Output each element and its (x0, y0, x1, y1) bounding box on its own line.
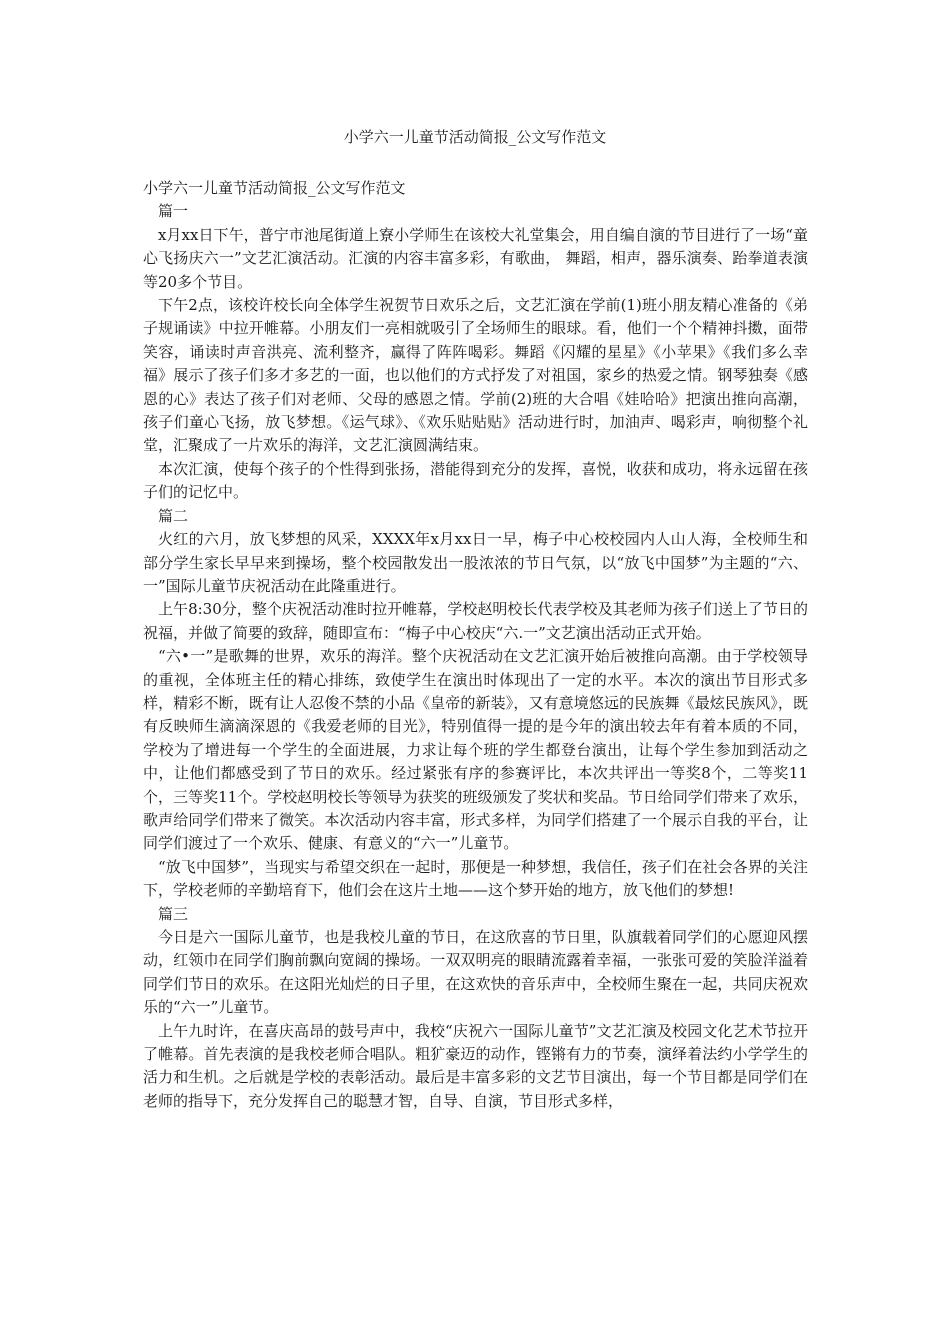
paragraph: 上午8:30分，整个庆祝活动准时拉开帷幕，学校赵明校长代表学校及其老师为孩子们送上了节日的祝福，并做了简要的致辞，随即宣布：“梅子中心校庆“六.一”文艺演出活动正式开始。 (143, 600, 808, 642)
section-label-3: 篇三 (158, 904, 189, 923)
paragraph: “六•一”是歌舞的世界，欢乐的海洋。整个庆祝活动在文艺汇演开始后被推向高潮。由于学校领导的重视，全体班主任的精心排练，致使学生在演出时体现出了一定的水平。本次的演出节目形式多样，精彩不断，既有让人忍俊不禁的小品《皇帝的新装》，又有意境悠远的民族舞《最炫民族风》，既有反映师生滴滴深恩的《我爱老师的目光》，特别值得一提的是今年的演出较去年有着本质的不同，学校为了增进每一个学生的全面进展，力求让每个班的学生都登台演出，让每个学生参加到活动之中，让他们都感受到了节日的欢乐。经过紧张有序的参赛评比，本次共评出一等奖8个，二等奖11个，三等奖11个。学校赵明校长等领导为获奖的班级颁发了奖状和奖品。节日给同学们带来了欢乐，歌声给同学们带来了微笑。本次活动内容丰富，形式多样，为同学们搭建了一个展示自我的平台，让同学们渡过了一个欢乐、健康、有意义的“六一”儿童节。 (143, 647, 808, 853)
paragraph: 下午2点，该校许校长向全体学生祝贺节日欢乐之后，文艺汇演在学前(1)班小朋友精心准备的《弟子规诵读》中拉开帷幕。小朋友们一亮相就吸引了全场师生的眼球。看，他们一个个精神抖擞，面带笑容，诵读时声音洪亮、流利整齐，赢得了阵阵喝彩。舞蹈《闪耀的星星》《小苹果》《我们多么幸福》展示了孩子们多才多艺的一面，也以他们的方式抒发了对祖国，家乡的热爱之情。钢琴独奏《感恩的心》表达了孩子们对老师、父母的感恩之情。学前(2)班的大合唱《娃哈哈》把演出推向高潮，孩子们童心飞扬，放飞梦想。《运气球》、《欢乐贴贴贴》活动进行时，加油声、喝彩声，响彻整个礼堂，汇聚成了一片欢乐的海洋，文艺汇演圆满结束。 (143, 296, 808, 455)
section-label-2: 篇二 (158, 506, 189, 525)
paragraph: “放飞中国梦”，当现实与希望交织在一起时，那便是一种梦想，我信任，孩子们在社会各界的关注下，学校老师的辛勤培育下，他们会在这片土地——这个梦开始的地方，放飞他们的梦想! (143, 857, 808, 900)
paragraph: 今日是六一国际儿童节，也是我校儿童的节日，在这欣喜的节日里，队旗载着同学们的心愿迎风摆动，红领巾在同学们胸前飘向宽阔的操场。一双双明亮的眼睛流露着幸福，一张张可爱的笑脸洋溢着同学们节日的欢乐。在这阳光灿烂的日子里，在这欢快的音乐声中，全校师生聚在一起，共同庆祝欢乐的“六一”儿童节。 (143, 928, 808, 1017)
paragraph: 上午九时许，在喜庆高昂的鼓号声中，我校“庆祝六一国际儿童节”文艺汇演及校园文化艺术节拉开了帷幕。首先表演的是我校老师合唱队。粗犷豪迈的动作，铿锵有力的节奏，演绎着法约小学学生的活力和生机。之后就是学校的表彰活动。最后是丰富多彩的文艺节目演出，每一个节目都是同学们在老师的指导下，充分发挥自己的聪慧才智，自导、自演，节目形式多样， (143, 1021, 808, 1110)
page-title: 小学六一儿童节活动简报_公文写作范文 (343, 128, 607, 146)
paragraph: 本次汇演，使每个孩子的个性得到张扬，潜能得到充分的发挥，喜悦，收获和成功，将永远留在孩子们的记忆中。 (143, 459, 808, 502)
paragraph: 火红的六月，放飞梦想的风采，XXXX年x月xx日一早，梅子中心校校园内人山人海，全校师生和部分学生家长早早来到操场，整个校园散发出一股浓浓的节日气氛，以“放飞中国梦”为主题的“六、一”国际儿童节庆祝活动在此隆重进行。 (143, 530, 808, 595)
section-label-1: 篇一 (158, 202, 189, 221)
document-heading: 小学六一儿童节活动简报_公文写作范文 (143, 179, 406, 197)
document-body (143, 177, 808, 1113)
paragraph: x月xx日下午，普宁市池尾街道上寮小学师生在该校大礼堂集会，用自编自演的节目进行了一场“童心飞扬庆六一”文艺汇演活动。汇演的内容丰富多彩，有歌曲， 舞蹈，相声，器乐演奏、跆拳道表演等20多个节目。 (143, 225, 808, 291)
